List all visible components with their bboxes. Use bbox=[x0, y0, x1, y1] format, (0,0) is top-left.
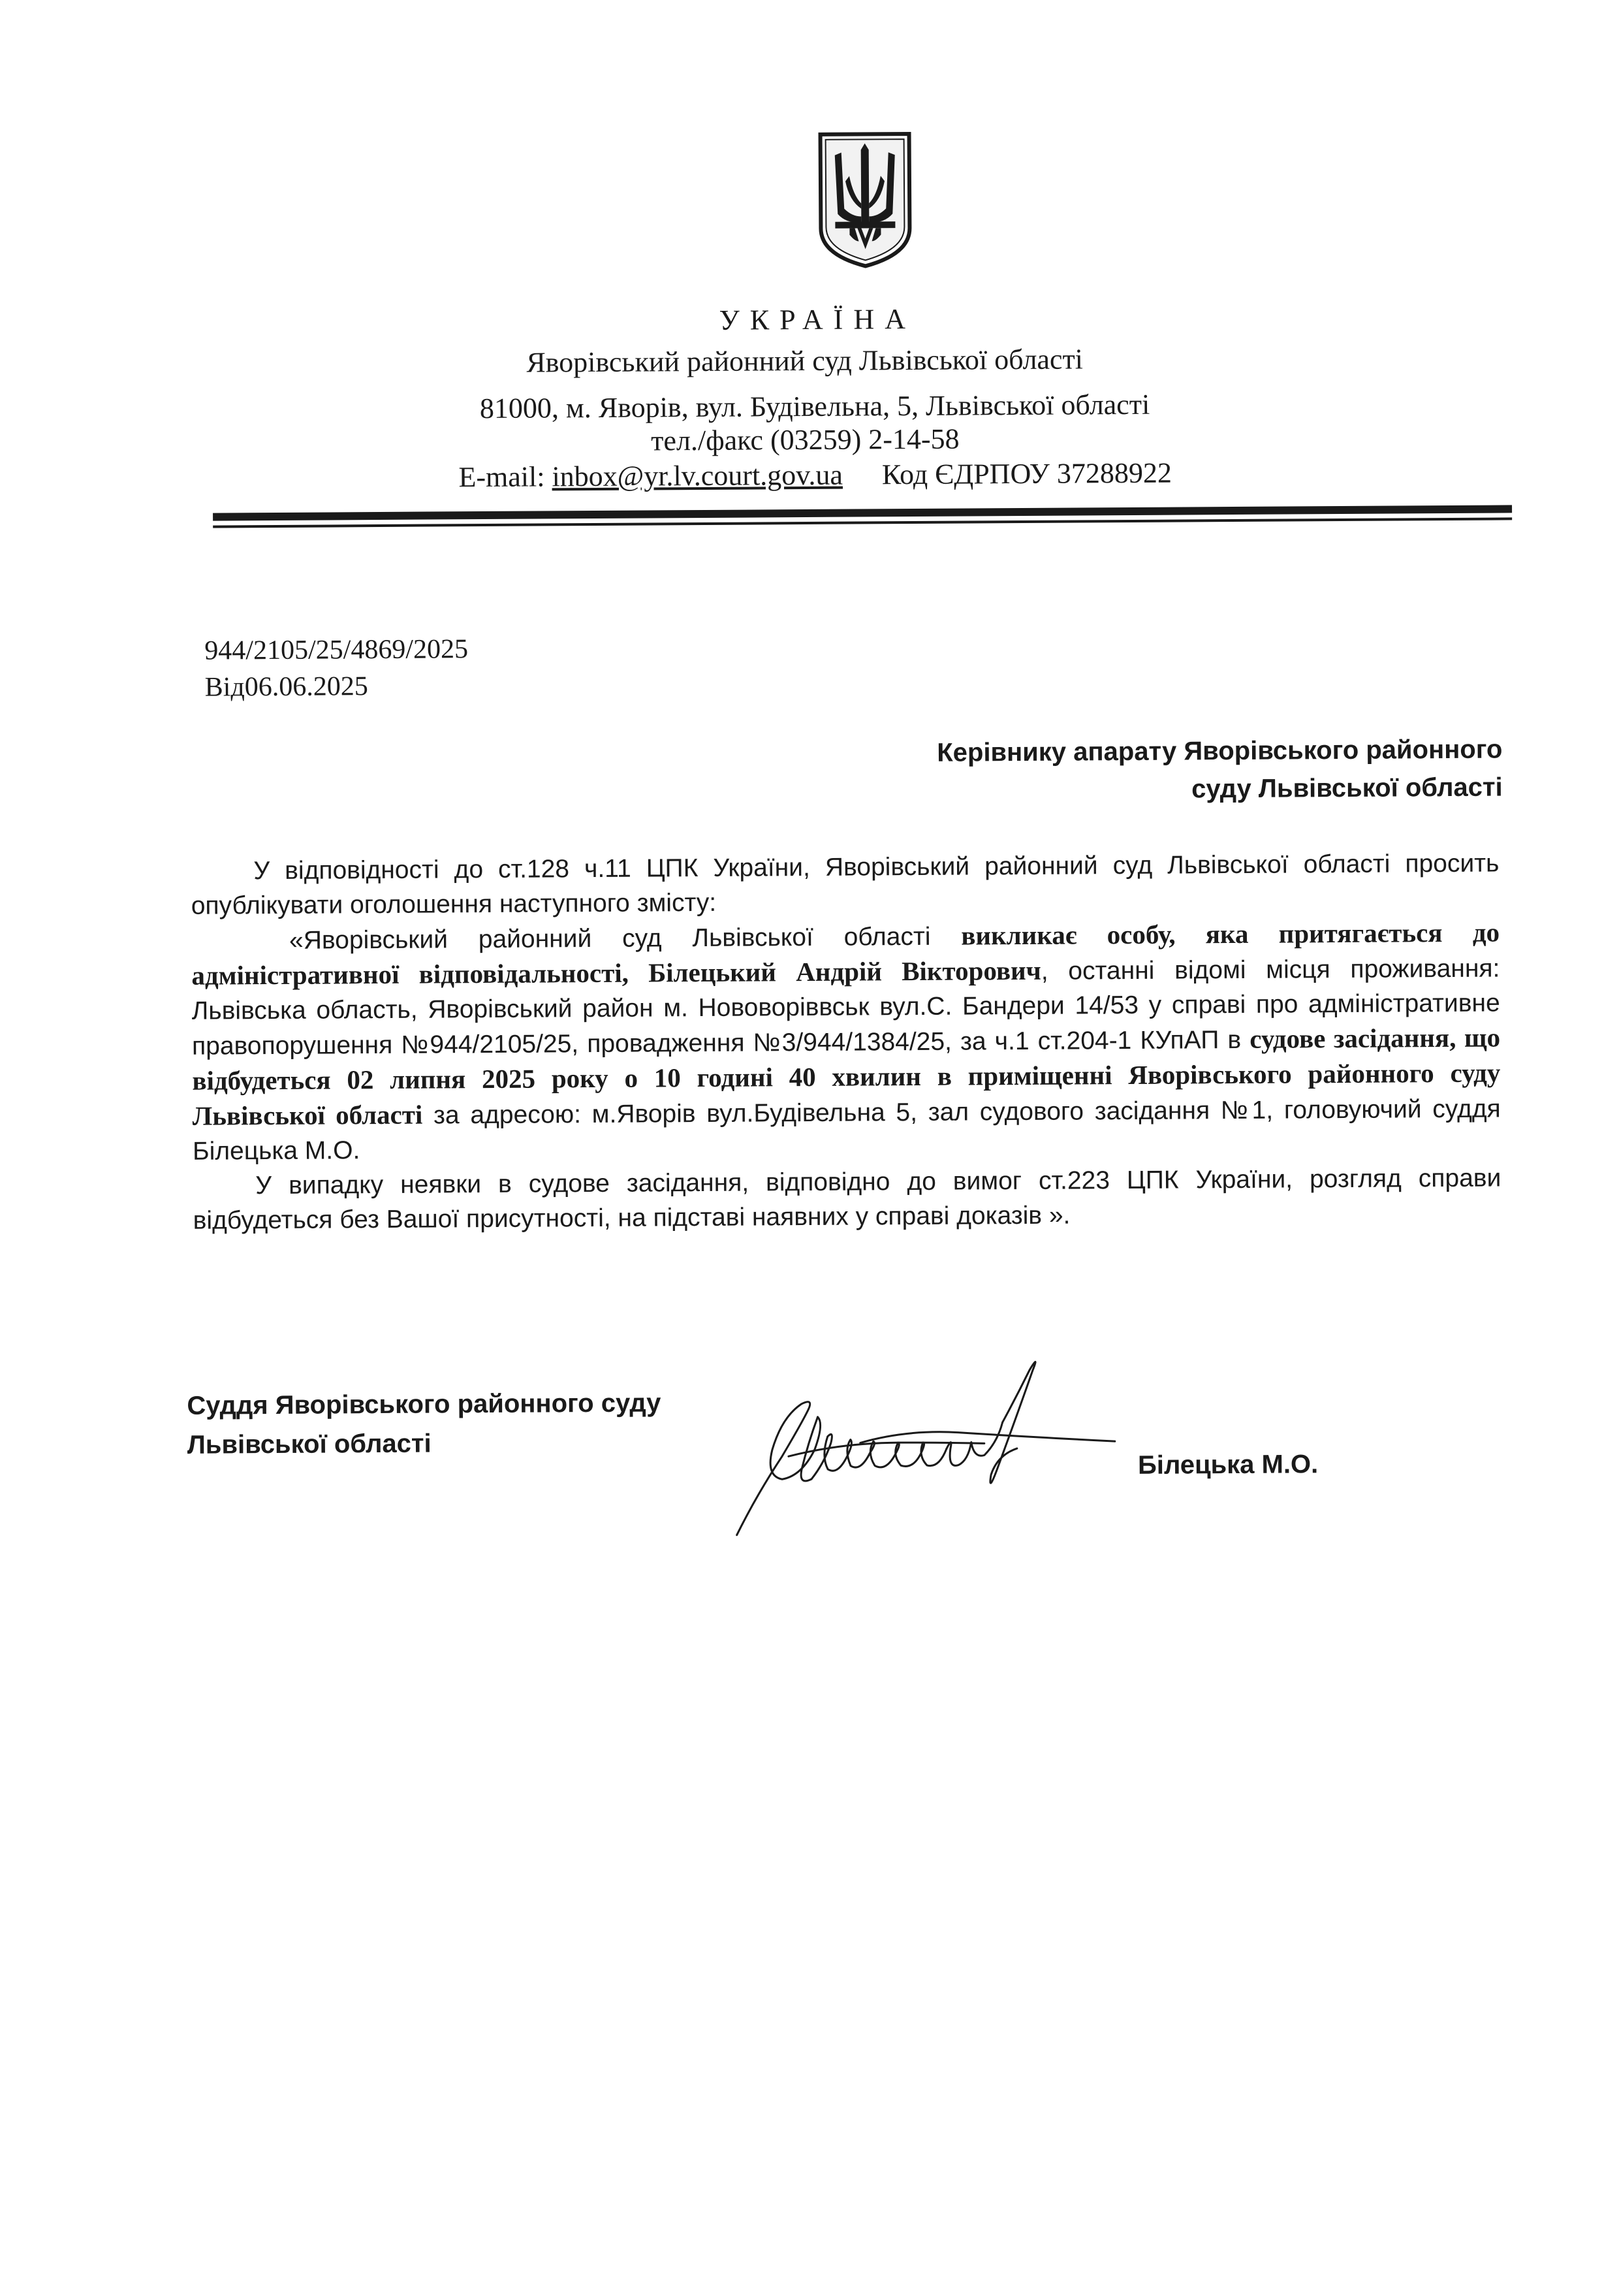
addressee bbox=[719, 731, 1503, 811]
letter-body bbox=[191, 846, 1501, 1238]
edrpou-code: Код ЄДРПОУ 37288922 bbox=[881, 456, 1172, 491]
handwritten-signature bbox=[710, 1343, 1129, 1555]
notice-paragraph bbox=[191, 916, 1501, 1169]
notice-court-text: «Яворівський районний суд Львівської області bbox=[289, 922, 962, 955]
signer-title bbox=[187, 1383, 661, 1464]
signer-name: Білецька М.О. bbox=[1137, 1450, 1319, 1480]
reference-date: Від06.06.2025 bbox=[204, 671, 368, 703]
signer-title-line-2: Львівської області bbox=[187, 1429, 432, 1459]
email-link[interactable]: inbox@yr.lv.court.gov.ua bbox=[552, 458, 843, 493]
notice-address-text: за адресою: м.Яворів вул.Будівельна 5, зал судового засідання №1, головуючий суддя Білецька М.О. bbox=[192, 1094, 1501, 1166]
notice-case-details: , останні відомі місця проживання: Львівська область, Яворівський район м. Нововоріввськ вул.С. Бандери 14/53 у справі про адміністративне правопорушення №944/2105/25, провадження №3/944/1384/25, за ч.1 ст.204-1 КУпАП в bbox=[191, 954, 1500, 1060]
intro-paragraph: У відповідності до ст.128 ч.11 ЦПК України, Яворівський районний суд Львівської області просить опублікувати оголошення наступного змісту: bbox=[191, 849, 1500, 920]
signer-title-line-1: Суддя Яворівського районного суду bbox=[187, 1388, 661, 1420]
trident-coat-of-arms-icon bbox=[815, 130, 915, 269]
notice-summons-bold: викликає особу, яка притягається до адміністративної відповідальності, Білецький Андрій Вікторович bbox=[191, 917, 1500, 991]
email-label: E-mail: bbox=[458, 460, 552, 494]
notice-hearing-bold: судове засідання, що відбудеться 02 липня 2025 року о 10 годині 40 хвилин в приміщенні Яворівського районного суду Львівської області bbox=[192, 1022, 1501, 1131]
reference-number: 944/2105/25/4869/2025 bbox=[204, 634, 469, 666]
absence-paragraph: У випадку неявки в судове засідання, відповідно до вимог ст.223 ЦПК України, розгляд справи відбудеться без Вашої присутності, на підставі наявних у справі доказів ». bbox=[193, 1164, 1501, 1235]
country-name: УКРАЇНА bbox=[719, 302, 917, 336]
court-phone: тел./факс (03259) 2-14-58 bbox=[651, 423, 960, 457]
court-name: Яворівський районний суд Львівської області bbox=[526, 343, 1084, 379]
addressee-line-1: Керівнику апарату Яворівського районного bbox=[937, 735, 1503, 767]
court-address: 81000, м. Яворів, вул. Будівельна, 5, Львівської області bbox=[479, 388, 1150, 425]
addressee-line-2: суду Львівської області bbox=[1191, 773, 1503, 804]
